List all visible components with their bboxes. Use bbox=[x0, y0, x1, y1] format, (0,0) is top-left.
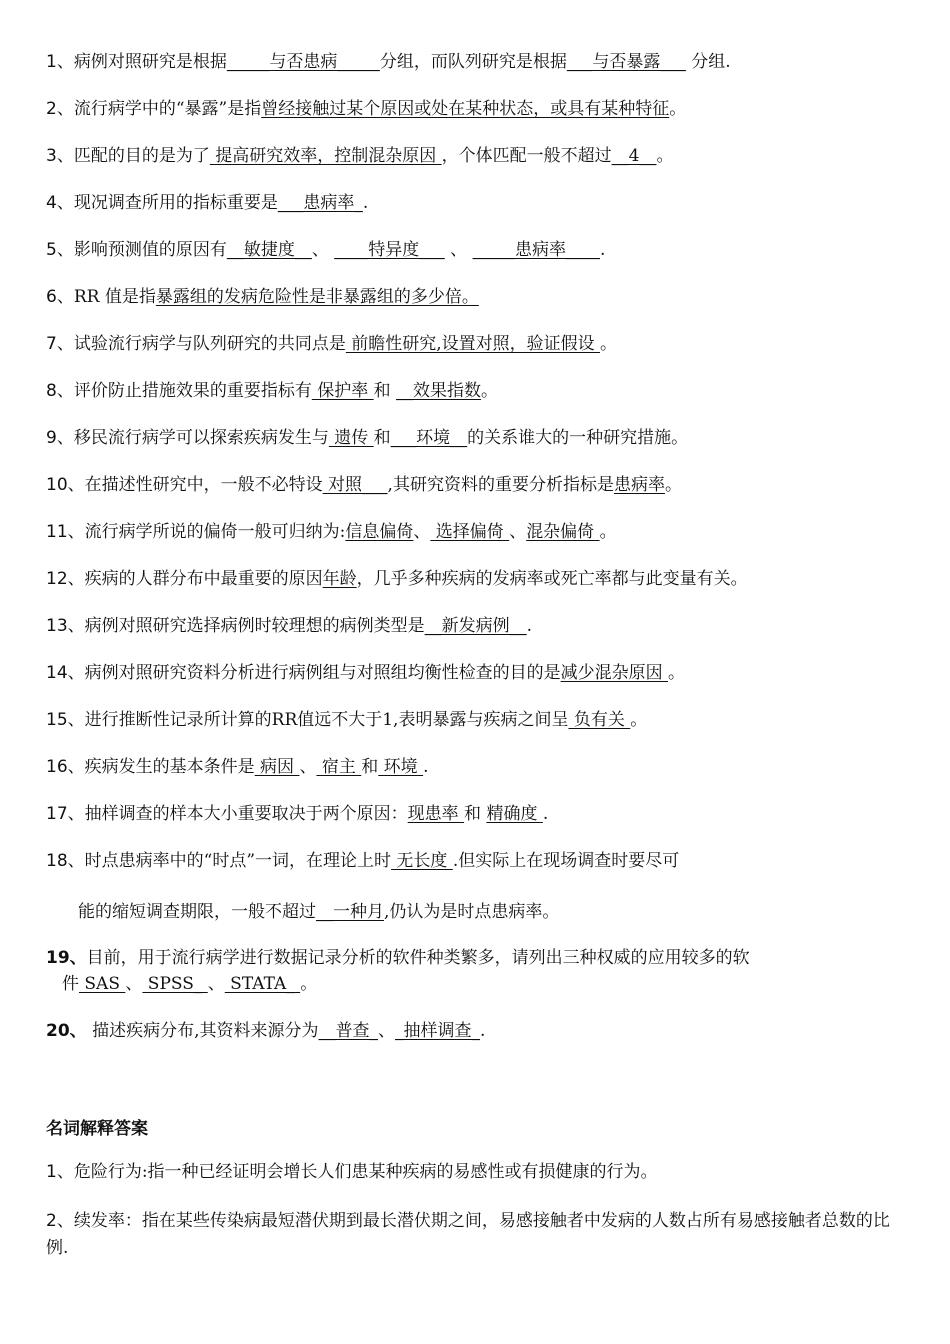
question-7 bbox=[46, 332, 910, 356]
answer-blank: 宿主 bbox=[316, 757, 362, 777]
question-number: 2、 bbox=[46, 99, 74, 119]
question-number: 15、 bbox=[46, 710, 85, 730]
answer-blank: 无长度 bbox=[391, 851, 453, 871]
question-text: 的关系谁大的一种研究措施。 bbox=[467, 428, 689, 448]
question-number: 3、 bbox=[46, 146, 74, 166]
question-18-continuation bbox=[78, 900, 910, 924]
answer-blank: _抽样调查_ bbox=[394, 1021, 480, 1041]
question-number: 14、 bbox=[46, 663, 85, 683]
question-text: . bbox=[479, 1021, 486, 1041]
answer-blank: __新发病例__ bbox=[424, 616, 527, 636]
question-text: 移民流行病学可以探索疾病发生与 bbox=[73, 428, 329, 448]
question-text: 和 bbox=[464, 804, 487, 824]
answer-blank: ____特异度___ bbox=[334, 240, 445, 260]
answer-blank: 保护率 bbox=[311, 381, 374, 401]
question-4 bbox=[46, 191, 910, 215]
answer-blank: 对照___ bbox=[322, 475, 388, 495]
answer-blank: 选择偏倚 bbox=[430, 522, 510, 542]
answer-blank: SAS bbox=[79, 974, 126, 994]
question-text: 件 bbox=[62, 974, 79, 994]
answer-blank: 混杂偏倚 bbox=[526, 522, 600, 542]
answer-blank: _____与否患病_____ bbox=[226, 52, 380, 72]
question-text: 分组. bbox=[685, 52, 731, 72]
answer-blank: 年龄 bbox=[322, 569, 357, 589]
question-text: 。 bbox=[481, 381, 499, 401]
question-15 bbox=[46, 708, 910, 732]
question-text: 时点患病率中的“时点”一词，在理论上时 bbox=[84, 851, 392, 871]
question-5 bbox=[46, 238, 910, 262]
question-text: 。 bbox=[656, 146, 674, 166]
question-text: 现况调查所用的指标重要是 bbox=[73, 193, 278, 213]
question-text: 评价防止措施效果的重要指标有 bbox=[73, 381, 312, 401]
answer-blank: 信息偏倚 bbox=[345, 522, 414, 542]
question-number: 16、 bbox=[46, 757, 85, 777]
answer-blank: __效果指数 bbox=[396, 381, 482, 401]
question-number: 1、 bbox=[46, 52, 74, 72]
question-text: 目前，用于流行病学进行数据记录分析的软件种类繁多，请列出三种权威的应用较多的软 bbox=[86, 948, 750, 968]
question-text: ,其研究资料的重要分析指标是 bbox=[387, 475, 614, 495]
question-text: 、 bbox=[299, 757, 317, 777]
question-number: 9、 bbox=[46, 428, 74, 448]
question-text: . bbox=[526, 616, 533, 636]
question-text: 进行推断性记录所计算的RR值远不大于1,表明暴露与疾病之间呈 bbox=[84, 710, 569, 730]
question-number: 20、 bbox=[46, 1021, 87, 1041]
question-16 bbox=[46, 755, 910, 779]
question-number: 11、 bbox=[46, 522, 85, 542]
question-text: 和 bbox=[373, 428, 391, 448]
question-number: 19、 bbox=[46, 948, 87, 968]
question-2 bbox=[46, 97, 910, 121]
answer-blank: 减少混杂原因 bbox=[560, 663, 669, 683]
answer-blank: 现患率 bbox=[407, 804, 465, 824]
question-text: 。 bbox=[300, 974, 318, 994]
question-text: 、 bbox=[207, 974, 225, 994]
question-number: 17、 bbox=[46, 804, 85, 824]
definition-number: 2、 bbox=[46, 1211, 74, 1231]
answer-blank: __一种月 bbox=[316, 902, 384, 922]
question-13 bbox=[46, 614, 910, 638]
question-text: 分组，而队列研究是根据 bbox=[379, 52, 567, 72]
question-20 bbox=[46, 1019, 910, 1043]
question-text: 、 bbox=[413, 522, 431, 542]
answer-blank: 环境 bbox=[378, 757, 424, 777]
question-19 bbox=[46, 946, 910, 970]
question-text: . bbox=[423, 757, 429, 777]
question-text: 试验流行病学与队列研究的共同点是 bbox=[73, 334, 346, 354]
question-text: 病例对照研究选择病例时较理想的病例类型是 bbox=[84, 616, 425, 636]
answer-blank: ___患病率_ bbox=[277, 193, 363, 213]
question-1 bbox=[46, 50, 910, 74]
question-text: 、 bbox=[509, 522, 527, 542]
question-number: 4、 bbox=[46, 193, 74, 213]
question-6 bbox=[46, 285, 910, 309]
question-number: 13、 bbox=[46, 616, 85, 636]
question-number: 18、 bbox=[46, 851, 85, 871]
question-text: 和 bbox=[373, 381, 397, 401]
question-text: ，几乎多种疾病的发病率或死亡率都与此变量有关。 bbox=[356, 569, 748, 589]
answer-blank: 患病率 bbox=[613, 475, 665, 495]
question-text: 、 bbox=[311, 240, 335, 260]
question-text: 。 bbox=[630, 710, 648, 730]
answer-blank: _____患病率____ bbox=[472, 240, 601, 260]
definition-2 bbox=[46, 1208, 908, 1262]
question-3 bbox=[46, 144, 910, 168]
answer-blank: ___环境__ bbox=[390, 428, 468, 448]
question-8 bbox=[46, 379, 910, 403]
question-10 bbox=[46, 473, 910, 497]
question-text: 抽样调查的样本大小重要取决于两个原因： bbox=[84, 804, 408, 824]
question-text: 疾病发生的基本条件是 bbox=[84, 757, 255, 777]
question-text: 、 bbox=[377, 1021, 395, 1041]
question-text: 、 bbox=[444, 240, 473, 260]
question-number: 5、 bbox=[46, 240, 74, 260]
question-number: 12、 bbox=[46, 569, 85, 589]
question-text: 匹配的目的是为了 bbox=[73, 146, 210, 166]
section-title: 名词解释答案 bbox=[46, 1119, 148, 1139]
question-text: 描述疾病分布,其资料来源分为 bbox=[92, 1021, 319, 1041]
question-11 bbox=[46, 520, 910, 544]
question-text: 病例对照研究是根据 bbox=[73, 52, 227, 72]
question-text: 流行病学中的“暴露”是指 bbox=[73, 99, 262, 119]
question-text: 。 bbox=[664, 475, 682, 495]
question-19-continuation bbox=[62, 972, 910, 996]
question-text: .但实际上在现场调查时要尽可 bbox=[452, 851, 680, 871]
answer-blank: 曾经接触过某个原因或处在某种状态，或具有某种特征 bbox=[261, 99, 670, 119]
question-text: 。 bbox=[600, 334, 618, 354]
answer-blank: __敏捷度__ bbox=[226, 240, 312, 260]
answer-blank: SPSS_ bbox=[142, 974, 208, 994]
question-number: 10、 bbox=[46, 475, 85, 495]
definition-text: 续发率：指在某些传染病最短潜伏期到最长潜伏期之间，易感接触者中发病的人数占所有易感接触者总数的比例. bbox=[46, 1211, 890, 1258]
question-text: 在描述性研究中，一般不必特设 bbox=[84, 475, 323, 495]
answer-blank: 遗传 bbox=[328, 428, 374, 448]
question-text: 病例对照研究资料分析进行病例组与对照组均衡性检查的目的是 bbox=[84, 663, 561, 683]
question-text: 疾病的人群分布中最重要的原因 bbox=[84, 569, 323, 589]
question-text: 。 bbox=[599, 522, 617, 542]
answer-blank: 精确度 bbox=[486, 804, 543, 824]
question-text: ，个体匹配一般不超过 bbox=[441, 146, 612, 166]
question-text: . bbox=[542, 804, 549, 824]
answer-blank: 前瞻性研究,设置对照，验证假设 bbox=[345, 334, 601, 354]
answer-blank: 病因 bbox=[254, 757, 300, 777]
answer-blank: ___与否暴露___ bbox=[566, 52, 686, 72]
question-14 bbox=[46, 661, 910, 685]
question-12 bbox=[46, 567, 910, 591]
answer-blank: __普查_ bbox=[318, 1021, 378, 1041]
question-text: 、 bbox=[125, 974, 143, 994]
question-9 bbox=[46, 426, 910, 450]
definition-1 bbox=[46, 1160, 910, 1184]
question-text: ,仍认为是时点患病率。 bbox=[384, 902, 560, 922]
question-text: . bbox=[600, 240, 606, 260]
answer-blank: 负有关 bbox=[568, 710, 631, 730]
answer-blank: __4__ bbox=[611, 146, 657, 166]
definition-number: 1、 bbox=[46, 1162, 74, 1182]
answer-blank: STATA_ bbox=[224, 974, 301, 994]
question-text: 。 bbox=[668, 663, 686, 683]
question-text: 能的缩短调查期限，一般不超过 bbox=[78, 902, 316, 922]
question-number: 8、 bbox=[46, 381, 74, 401]
question-18 bbox=[46, 849, 910, 873]
question-number: 7、 bbox=[46, 334, 74, 354]
question-17 bbox=[46, 802, 910, 826]
question-text: RR 值是指 bbox=[73, 287, 156, 307]
question-text: . bbox=[362, 193, 369, 213]
question-text: 影响预测值的原因有 bbox=[73, 240, 227, 260]
question-text: 和 bbox=[361, 757, 379, 777]
definition-text: 危险行为:指一种已经证明会增长人们患某种疾病的易感性或有损健康的行为。 bbox=[73, 1162, 658, 1182]
question-text: 。 bbox=[669, 99, 687, 119]
answer-blank: 提高研究效率，控制混杂原因 bbox=[209, 146, 442, 166]
answer-blank: 暴露组的发病危险性是非暴露组的多少倍。 bbox=[155, 287, 479, 307]
question-number: 6、 bbox=[46, 287, 74, 307]
question-text: 流行病学所说的偏倚一般可归纳为: bbox=[84, 522, 346, 542]
